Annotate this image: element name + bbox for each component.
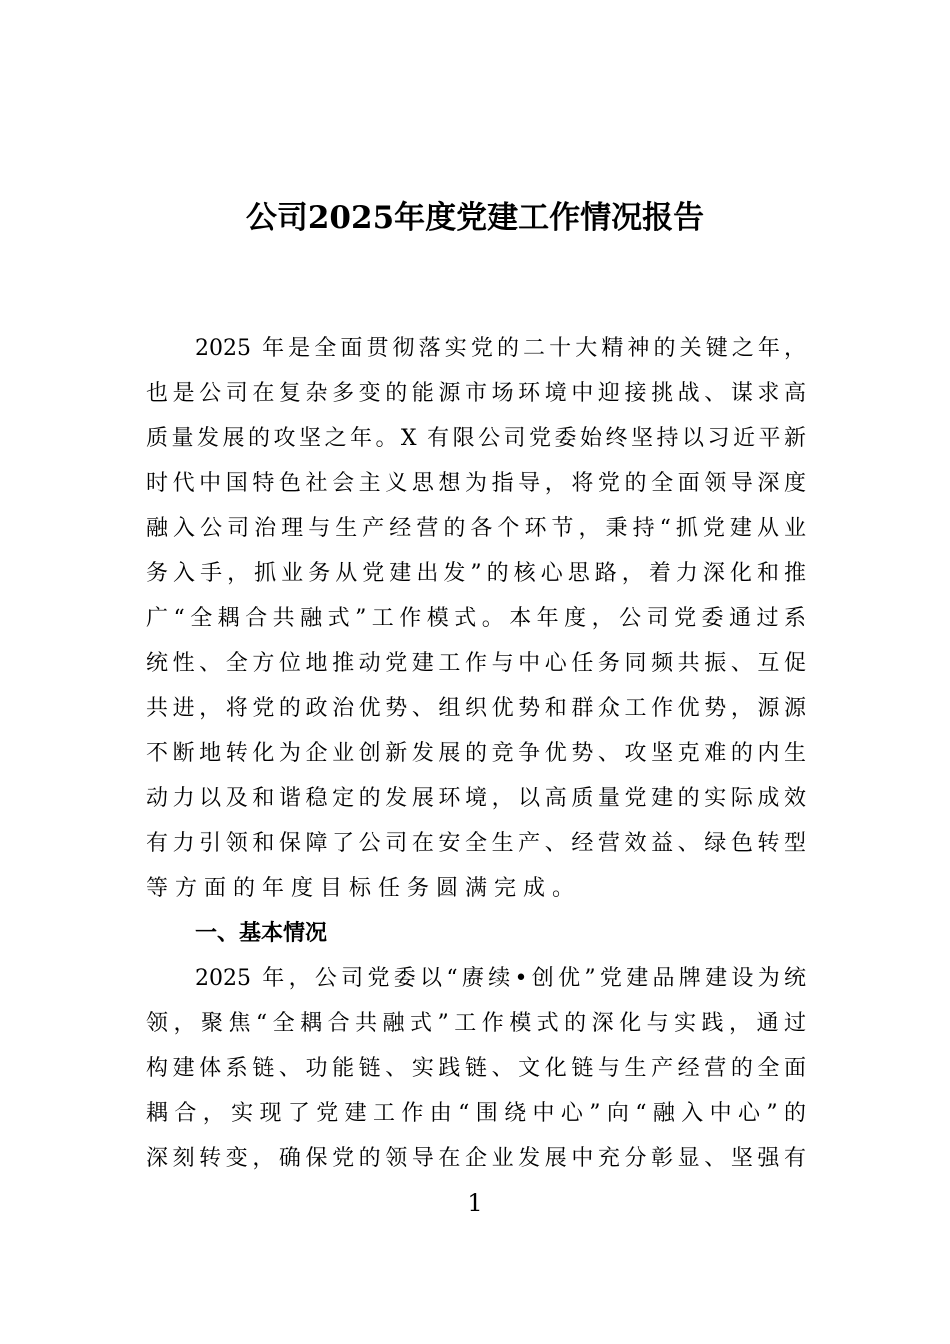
paragraph-line: 2025 年，公司党委以“赓续•创优”党建品牌建设为统 [195, 966, 806, 991]
page-number: 1 [467, 1189, 483, 1217]
paragraph-line: 务入手，抓业务从党建出发”的核心思路，着力深化和推 [146, 561, 806, 586]
paragraph-line: 动力以及和谐稳定的发展环境，以高质量党建的实际成效 [146, 786, 806, 811]
paragraph-line: 共进，将党的政治优势、组织优势和群众工作优势，源源 [146, 696, 806, 721]
paragraph-line: 质量发展的攻坚之年。X 有限公司党委始终坚持以习近平新 [146, 426, 806, 451]
paragraph-line: 也是公司在复杂多变的能源市场环境中迎接挑战、谋求高 [146, 381, 806, 406]
paragraph-line: 广“全耦合共融式”工作模式。本年度，公司党委通过系 [146, 606, 806, 631]
paragraph-line: 有力引领和保障了公司在安全生产、经营效益、绿色转型 [146, 831, 806, 856]
paragraph-line: 等方面的年度目标任务圆满完成。 [146, 876, 582, 901]
paragraph-line: 时代中国特色社会主义思想为指导，将党的全面领导深度 [146, 471, 806, 496]
document-body [146, 326, 806, 1181]
section-heading: 一、基本情况 [195, 921, 328, 946]
paragraph-line: 2025 年是全面贯彻落实党的二十大精神的关键之年， [195, 336, 806, 361]
paragraph-line: 深刻转变，确保党的领导在企业发展中充分彰显、坚强有 [146, 1146, 806, 1171]
paragraph-line: 构建体系链、功能链、实践链、文化链与生产经营的全面 [146, 1056, 806, 1081]
paragraph-line: 领，聚焦“全耦合共融式”工作模式的深化与实践，通过 [146, 1011, 806, 1036]
paragraph-line: 统性、全方位地推动党建工作与中心任务同频共振、互促 [146, 651, 806, 676]
paragraph-line: 耦合，实现了党建工作由“围绕中心”向“融入中心”的 [146, 1101, 806, 1126]
paragraph-line: 融入公司治理与生产经营的各个环节，秉持“抓党建从业 [146, 516, 806, 541]
paragraph-line: 不断地转化为企业创新发展的竞争优势、攻坚克难的内生 [146, 741, 806, 766]
document-title: 公司2025年度党建工作情况报告 [245, 200, 705, 236]
